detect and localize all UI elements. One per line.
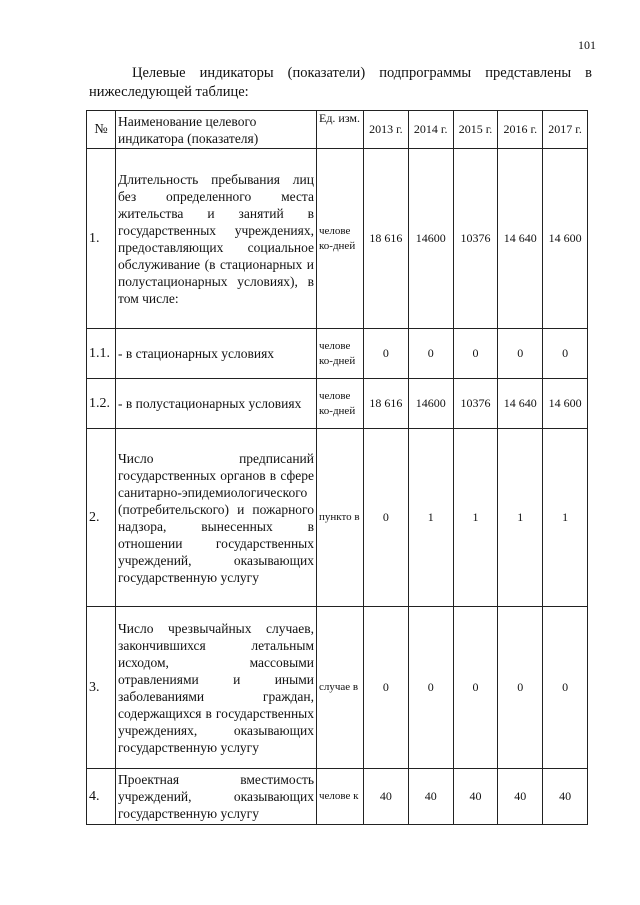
row-name-text: Число предписаний государственных органов в сфере санитарно-эпидемиологического (потребительского) и пожарного надзора, вынесенных в отношении государственных учреждений, оказывающих государственную услугу <box>118 450 314 585</box>
row-value-2013: 40 <box>364 769 409 825</box>
row-num: 2. <box>87 429 116 607</box>
row-value-2015: 0 <box>453 607 498 769</box>
row-value-2016: 14 640 <box>498 379 543 429</box>
header-year-2014: 2014 г. <box>408 111 453 149</box>
row-unit: челове к <box>317 769 364 825</box>
row-num: 4. <box>87 769 116 825</box>
header-year-2013: 2013 г. <box>364 111 409 149</box>
row-value-2017: 40 <box>543 769 588 825</box>
row-value-2017: 1 <box>543 429 588 607</box>
row-unit: челове ко-дней <box>317 149 364 329</box>
row-value-2016: 0 <box>498 329 543 379</box>
row-name-text: Проектная вместимость учреждений, оказывающих государственную услугу <box>118 772 314 821</box>
page-number: 101 <box>578 38 596 52</box>
row-value-2016: 40 <box>498 769 543 825</box>
table-row <box>87 429 588 607</box>
row-value-2013: 0 <box>364 607 409 769</box>
row-value-2015: 0 <box>453 329 498 379</box>
row-name-text: Число чрезвычайных случаев, закончившихся летальным исходом, массовыми отравлениями и иными заболеваниями граждан, содержащихся в государственных учреждениях, оказывающих государственную услугу <box>118 620 314 755</box>
indicators-table <box>86 110 588 825</box>
row-num: 1.2. <box>87 379 116 429</box>
table-row <box>87 607 588 769</box>
header-name: Наименование целевого индикатора (показателя) <box>116 111 317 149</box>
row-value-2014: 0 <box>408 329 453 379</box>
row-num: 3. <box>87 607 116 769</box>
row-num: 1. <box>87 149 116 329</box>
row-name <box>116 769 317 825</box>
row-value-2013: 0 <box>364 329 409 379</box>
row-value-2013: 18 616 <box>364 149 409 329</box>
row-value-2015: 40 <box>453 769 498 825</box>
row-value-2014: 14600 <box>408 379 453 429</box>
row-value-2017: 0 <box>543 329 588 379</box>
row-name <box>116 149 317 329</box>
row-value-2017: 14 600 <box>543 379 588 429</box>
row-value-2015: 10376 <box>453 149 498 329</box>
row-value-2013: 18 616 <box>364 379 409 429</box>
row-name <box>116 429 317 607</box>
header-year-2017: 2017 г. <box>543 111 588 149</box>
row-name <box>116 379 317 429</box>
row-unit: случае в <box>317 607 364 769</box>
table-row <box>87 149 588 329</box>
row-value-2017: 0 <box>543 607 588 769</box>
row-name-text: - в стационарных условиях <box>118 346 275 361</box>
row-name-text: - в полустационарных условиях <box>118 396 302 411</box>
row-unit: челове ко-дней <box>317 329 364 379</box>
table-header-row <box>87 111 588 149</box>
header-num: № <box>87 111 116 149</box>
intro-paragraph: Целевые индикаторы (показатели) подпрограммы представлены в нижеследующей таблице: <box>89 65 592 100</box>
row-value-2013: 0 <box>364 429 409 607</box>
row-name-text: Длительность пребывания лиц без определенного места жительства и занятий в государственных учреждениях, предоставляющих социальное обслуживание (в стационарных и полустационарных условиях), в том числе: <box>118 171 314 306</box>
row-value-2014: 1 <box>408 429 453 607</box>
table-row <box>87 379 588 429</box>
row-name <box>116 607 317 769</box>
header-year-2015: 2015 г. <box>453 111 498 149</box>
table-row <box>87 329 588 379</box>
row-value-2017: 14 600 <box>543 149 588 329</box>
row-value-2014: 0 <box>408 607 453 769</box>
row-unit: челове ко-дней <box>317 379 364 429</box>
row-value-2015: 10376 <box>453 379 498 429</box>
table-row <box>87 769 588 825</box>
row-value-2016: 0 <box>498 607 543 769</box>
row-value-2014: 14600 <box>408 149 453 329</box>
row-num: 1.1. <box>87 329 116 379</box>
row-unit: пункто в <box>317 429 364 607</box>
row-value-2015: 1 <box>453 429 498 607</box>
row-value-2016: 1 <box>498 429 543 607</box>
row-value-2016: 14 640 <box>498 149 543 329</box>
row-value-2014: 40 <box>408 769 453 825</box>
row-name <box>116 329 317 379</box>
header-year-2016: 2016 г. <box>498 111 543 149</box>
header-unit: Ед. изм. <box>317 111 364 149</box>
